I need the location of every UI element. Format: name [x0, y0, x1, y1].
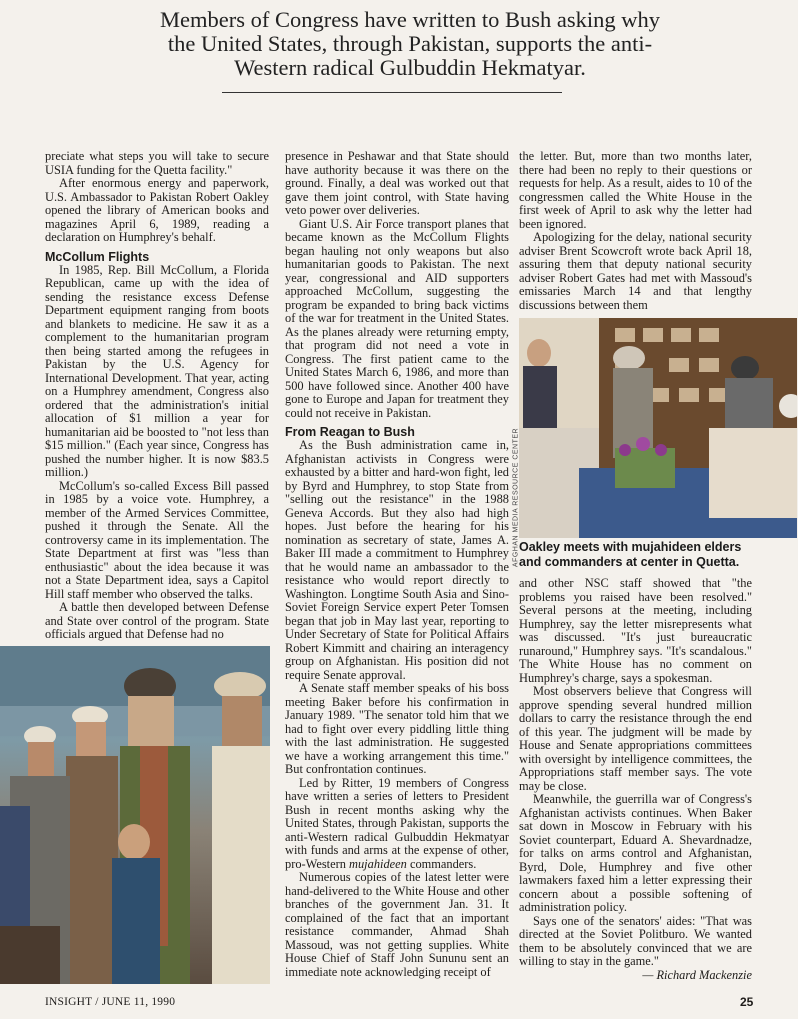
paragraph: presence in Peshawar and that State should have authority because it was there on the ground. Finally, a deal was worked out that gave them joint control, with State having veto power over deliveries.	[285, 149, 509, 217]
photo-caption: Oakley meets with mujahideen elders and commanders at center in Quetta.	[519, 540, 742, 569]
paragraph: Apologizing for the delay, national security adviser Brent Scowcroft wrote back April 18, assuring them that deputy national security adviser Robert Gates had met with Massoud's emissaries March 14 and that lengthy discussions between them	[519, 230, 752, 312]
publication-footer: INSIGHT / JUNE 11, 1990	[45, 996, 176, 1008]
article-column-1	[45, 150, 269, 642]
paragraph: A Senate staff member speaks of his boss meeting Baker before his confirmation in January 1989. "The senator told him that we had to fight over every piddling little thing with the last administration. He suggested we have a working arrangement this time." But confrontation continues.	[285, 681, 509, 776]
paragraph: Led by Ritter, 19 members of Congress have written a series of letters to President Bush in recent months asking why the United States, through Pakistan, supports the anti-Western radical Gulbuddin Hekmatyar with funds and arms at the expense of other, pro-Western mujahideen commanders.	[285, 775, 509, 871]
photo-credit: AFGHAN MEDIA RESOURCE CENTER	[512, 427, 520, 568]
paragraph: and other NSC staff showed that "the problems you raised have been resolved." Several persons at the meeting, including Humphrey, say the letter misrepresents what was discussed. "It's just bureaucratic runaround," Humphrey says. "It's scandalous." The White House has no comment on Humphrey's charge, says a spokesman.	[519, 576, 752, 685]
paragraph: Meanwhile, the guerrilla war of Congress's Afghanistan activists continues. When Baker sat down in Moscow in February with his Soviet counterpart, Eduard A. Shevardnadze, for talks on arms control and Afghanistan, Byrd, Dole, Humphrey and five other lawmakers faxed him a letter expressing their concern about a possible softening of administration policy.	[519, 792, 752, 914]
article-column-3-top	[519, 150, 752, 312]
paragraph: Numerous copies of the latest letter were hand-delivered to the White House and other branches of the government Jan. 31. It complained of the fact that an important resistance commander, Ahmad Shah Massoud, was not getting supplies. White House Chief of Staff John Sununu sent an immediate note acknowledging receipt of	[285, 870, 509, 979]
paragraph: A battle then developed between Defense and State over control of the program. State officials argued that Defense had no	[45, 600, 269, 641]
section-heading: From Reagan to Bush	[285, 425, 415, 439]
paragraph: In 1985, Rep. Bill McCollum, a Florida Republican, came up with the idea of sending the resistance excess Defense Department equipment ranging from boots and blankets to medicine. He saw it as a complement to the humanitarian program then being started among the refugees in Pakistan by the U.S. Agency for International Development. That year, acting on a Humphrey amendment, Congress also ordered that the administration's initial allocation of $1 million a year for humanitarian aid be boosted to "not less than $15 million." (Each year since, Congress has pushed the number higher. It is now $83.5 million.)	[45, 262, 269, 479]
paragraph: McCollum's so-called Excess Bill passed in 1985 by a voice vote. Humphrey, a member of the Armed Services Committee, pushed it through the Senate. All the controversy came in its implementation. The State Department at first was "less than enthusiastic" about the idea because it was not a State Department idea, says a Capitol Hill staff member who observed the talks.	[45, 478, 269, 601]
article-column-3-bottom	[519, 577, 752, 982]
headline-rule	[222, 92, 562, 93]
photo-illustration	[519, 318, 797, 538]
paragraph: preciate what steps you will take to secure USIA funding for the Quetta facility."	[45, 149, 269, 177]
paragraph: As the Bush administration came in, Afghanistan activists in Congress were exhausted by a bitter and hard-won fight, led by Byrd and Humphrey, to stop State from "selling out the resistance" in the 1988 Geneva Accords. But they also had high hopes. Just before the hearing for his nomination as secretary of state, James A. Baker III made a commitment to Humphrey that he would name an ambassador to the resistance who would report directly to Washington. Longtime South Asia and Sino-Soviet Foreign Service expert Peter Tomsen began that job in May last year, reporting to Under Secretary of State for Political Affairs Robert Kimmitt and chairing an interagency group on Afghanistan. His position did not require Senate approval.	[285, 438, 509, 682]
paragraph: After enormous energy and paperwork, U.S. Ambassador to Pakistan Robert Oakley opened the library of American books and magazines April 6, 1989, reading a declaration on Humphrey's behalf.	[45, 176, 269, 244]
photo-illustration	[0, 646, 270, 984]
pull-quote-headline: Members of Congress have written to Bush asking why the United States, through Pakistan, supports the anti-Western radical Gulbuddin Hekmatyar.	[160, 7, 660, 80]
paragraph: Says one of the senators' aides: "That was directed at the Soviet Politburo. We wanted them to be absolutely convinced that we are willing to stay in the game."	[519, 913, 752, 968]
paragraph: Giant U.S. Air Force transport planes that became known as the McCollum Flights began hauling not only weapons but also humanitarian goods to Pakistan. The next year, congressional and AID supporters approached McCollum, suggesting the program be expanded to bring back victims of the war for treatment in the United States. As the planes already were returning empty, that program did not need a vote in Congress. The first patient came to the United States March 6, 1986, and more than 500 have followed since. Another 400 have gone to Europe and Japan for treatment they could not receive in Pakistan.	[285, 216, 509, 420]
article-column-2	[285, 150, 509, 979]
paragraph: Most observers believe that Congress will approve spending several hundred million dollars to carry the resistance through the end of this year. The judgment will be made by House and Senate appropriations committees with oversight by intelligence committees, the Appropriations staff member says. The vote may be close.	[519, 684, 752, 793]
photo-mujahideen-group	[0, 646, 270, 984]
section-heading: McCollum Flights	[45, 249, 150, 264]
paragraph: the letter. But, more than two months later, there had been no reply to their questions or requests for help. As a result, aides to 10 of the congressmen called the White House in the first week of April to ask why the letter had been ignored.	[519, 149, 752, 231]
author-signature: — Richard Mackenzie	[642, 967, 752, 982]
page-number: 25	[740, 995, 754, 1009]
photo-oakley-meeting	[519, 318, 797, 538]
